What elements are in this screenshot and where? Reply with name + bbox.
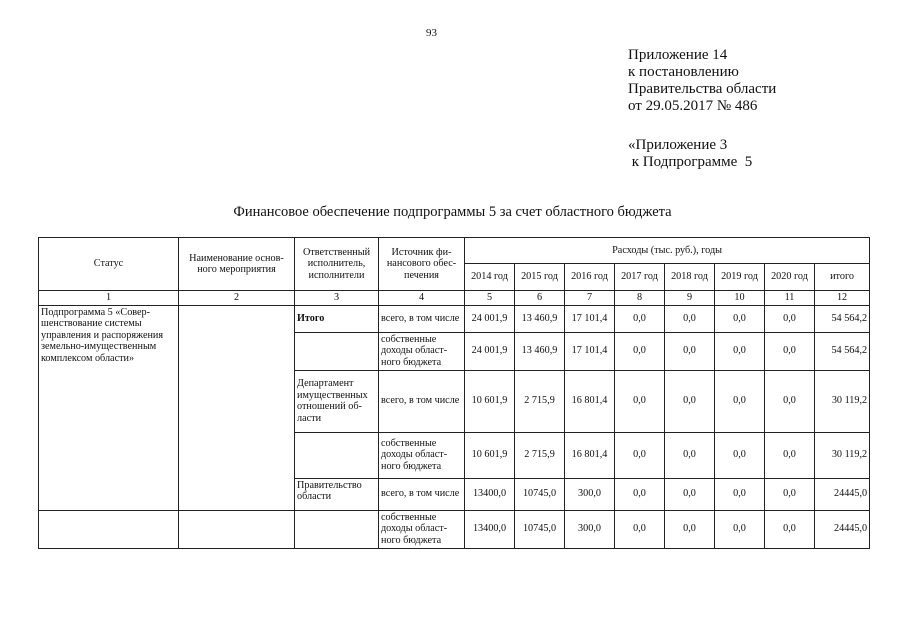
header-year: 2017 год	[615, 264, 665, 291]
column-number: 5	[465, 291, 515, 306]
value-cell: 16 801,4	[565, 432, 615, 478]
value-cell: 0,0	[665, 305, 715, 332]
approval-line: к постановлению	[628, 64, 739, 80]
value-cell: 10745,0	[515, 510, 565, 548]
table-row	[39, 510, 870, 548]
value-cell: 0,0	[715, 370, 765, 432]
table-row	[39, 305, 870, 332]
column-number: 9	[665, 291, 715, 306]
value-cell: 54 564,2	[815, 332, 870, 370]
executor-cell: Итого	[295, 305, 379, 332]
executor-cell: Правительство области	[295, 478, 379, 510]
activity-cell	[179, 305, 295, 510]
value-cell: 24 001,9	[465, 332, 515, 370]
value-cell: 0,0	[665, 332, 715, 370]
value-cell: 0,0	[615, 478, 665, 510]
source-cell: собственные доходы област-ного бюджета	[379, 510, 465, 548]
value-cell: 0,0	[715, 432, 765, 478]
header-total: итого	[815, 264, 870, 291]
value-cell: 13 460,9	[515, 305, 565, 332]
source-cell: всего, в том числе	[379, 305, 465, 332]
column-number: 3	[295, 291, 379, 306]
header-year: 2015 год	[515, 264, 565, 291]
executor-cell: Департамент имущественных отношений об-ласти	[295, 370, 379, 432]
value-cell: 300,0	[565, 510, 615, 548]
column-number: 12	[815, 291, 870, 306]
column-number: 4	[379, 291, 465, 306]
header-year: 2014 год	[465, 264, 515, 291]
header-activity: Наименование основ-ного мероприятия	[179, 238, 295, 291]
value-cell: 2 715,9	[515, 432, 565, 478]
value-cell: 0,0	[715, 305, 765, 332]
value-cell: 17 101,4	[565, 305, 615, 332]
column-number: 8	[615, 291, 665, 306]
value-cell: 24445,0	[815, 478, 870, 510]
column-number: 2	[179, 291, 295, 306]
value-cell: 17 101,4	[565, 332, 615, 370]
value-cell: 24 001,9	[465, 305, 515, 332]
appendix-line: «Приложение 3	[628, 137, 728, 153]
approval-line: от 29.05.2017 № 486	[628, 98, 758, 114]
source-cell: собственные доходы област-ного бюджета	[379, 432, 465, 478]
appendix-line: к Подпрограмме 5	[628, 154, 753, 170]
column-number: 10	[715, 291, 765, 306]
value-cell: 0,0	[765, 332, 815, 370]
status-cell: Подпрограмма 5 «Совер-шенствование системы управления и распоряжения земельно-имущественным комплексом области»	[39, 305, 179, 510]
appendix-block	[628, 137, 752, 171]
value-cell: 0,0	[615, 510, 665, 548]
source-cell: собственные доходы област-ного бюджета	[379, 332, 465, 370]
value-cell: 10 601,9	[465, 432, 515, 478]
approval-block	[628, 47, 776, 115]
value-cell: 0,0	[665, 510, 715, 548]
executor-cell	[295, 332, 379, 370]
value-cell: 13400,0	[465, 510, 515, 548]
value-cell: 0,0	[665, 370, 715, 432]
finance-table	[38, 237, 870, 549]
header-source: Источник фи-нансового обес-печения	[379, 238, 465, 291]
page-title: Финансовое обеспечение подпрограммы 5 за счет областного бюджета	[233, 204, 672, 220]
header-year: 2016 год	[565, 264, 615, 291]
source-cell: всего, в том числе	[379, 478, 465, 510]
page-number: 93	[426, 27, 437, 39]
value-cell: 13 460,9	[515, 332, 565, 370]
header-status: Статус	[39, 238, 179, 291]
value-cell: 0,0	[665, 432, 715, 478]
value-cell: 16 801,4	[565, 370, 615, 432]
value-cell: 0,0	[765, 478, 815, 510]
executor-cell	[295, 510, 379, 548]
status-cell-empty	[39, 510, 179, 548]
value-cell: 2 715,9	[515, 370, 565, 432]
approval-line: Приложение 14	[628, 47, 728, 63]
column-number: 7	[565, 291, 615, 306]
value-cell: 0,0	[715, 478, 765, 510]
column-number: 6	[515, 291, 565, 306]
value-cell: 0,0	[615, 432, 665, 478]
header-expenses: Расходы (тыс. руб.), годы	[465, 238, 870, 264]
activity-cell-empty	[179, 510, 295, 548]
header-year: 2020 год	[765, 264, 815, 291]
value-cell: 0,0	[615, 332, 665, 370]
value-cell: 0,0	[765, 305, 815, 332]
value-cell: 0,0	[765, 432, 815, 478]
column-number: 1	[39, 291, 179, 306]
value-cell: 10 601,9	[465, 370, 515, 432]
value-cell: 0,0	[765, 370, 815, 432]
value-cell: 0,0	[615, 370, 665, 432]
value-cell: 0,0	[715, 332, 765, 370]
value-cell: 0,0	[615, 305, 665, 332]
value-cell: 10745,0	[515, 478, 565, 510]
header-year: 2019 год	[715, 264, 765, 291]
executor-cell	[295, 432, 379, 478]
value-cell: 300,0	[565, 478, 615, 510]
value-cell: 0,0	[715, 510, 765, 548]
value-cell: 30 119,2	[815, 432, 870, 478]
value-cell: 13400,0	[465, 478, 515, 510]
value-cell: 0,0	[765, 510, 815, 548]
value-cell: 54 564,2	[815, 305, 870, 332]
header-executor: Ответственный исполнитель, исполнители	[295, 238, 379, 291]
value-cell: 0,0	[665, 478, 715, 510]
value-cell: 30 119,2	[815, 370, 870, 432]
value-cell: 24445,0	[815, 510, 870, 548]
source-cell: всего, в том числе	[379, 370, 465, 432]
column-number: 11	[765, 291, 815, 306]
approval-line: Правительства области	[628, 81, 777, 97]
header-year: 2018 год	[665, 264, 715, 291]
